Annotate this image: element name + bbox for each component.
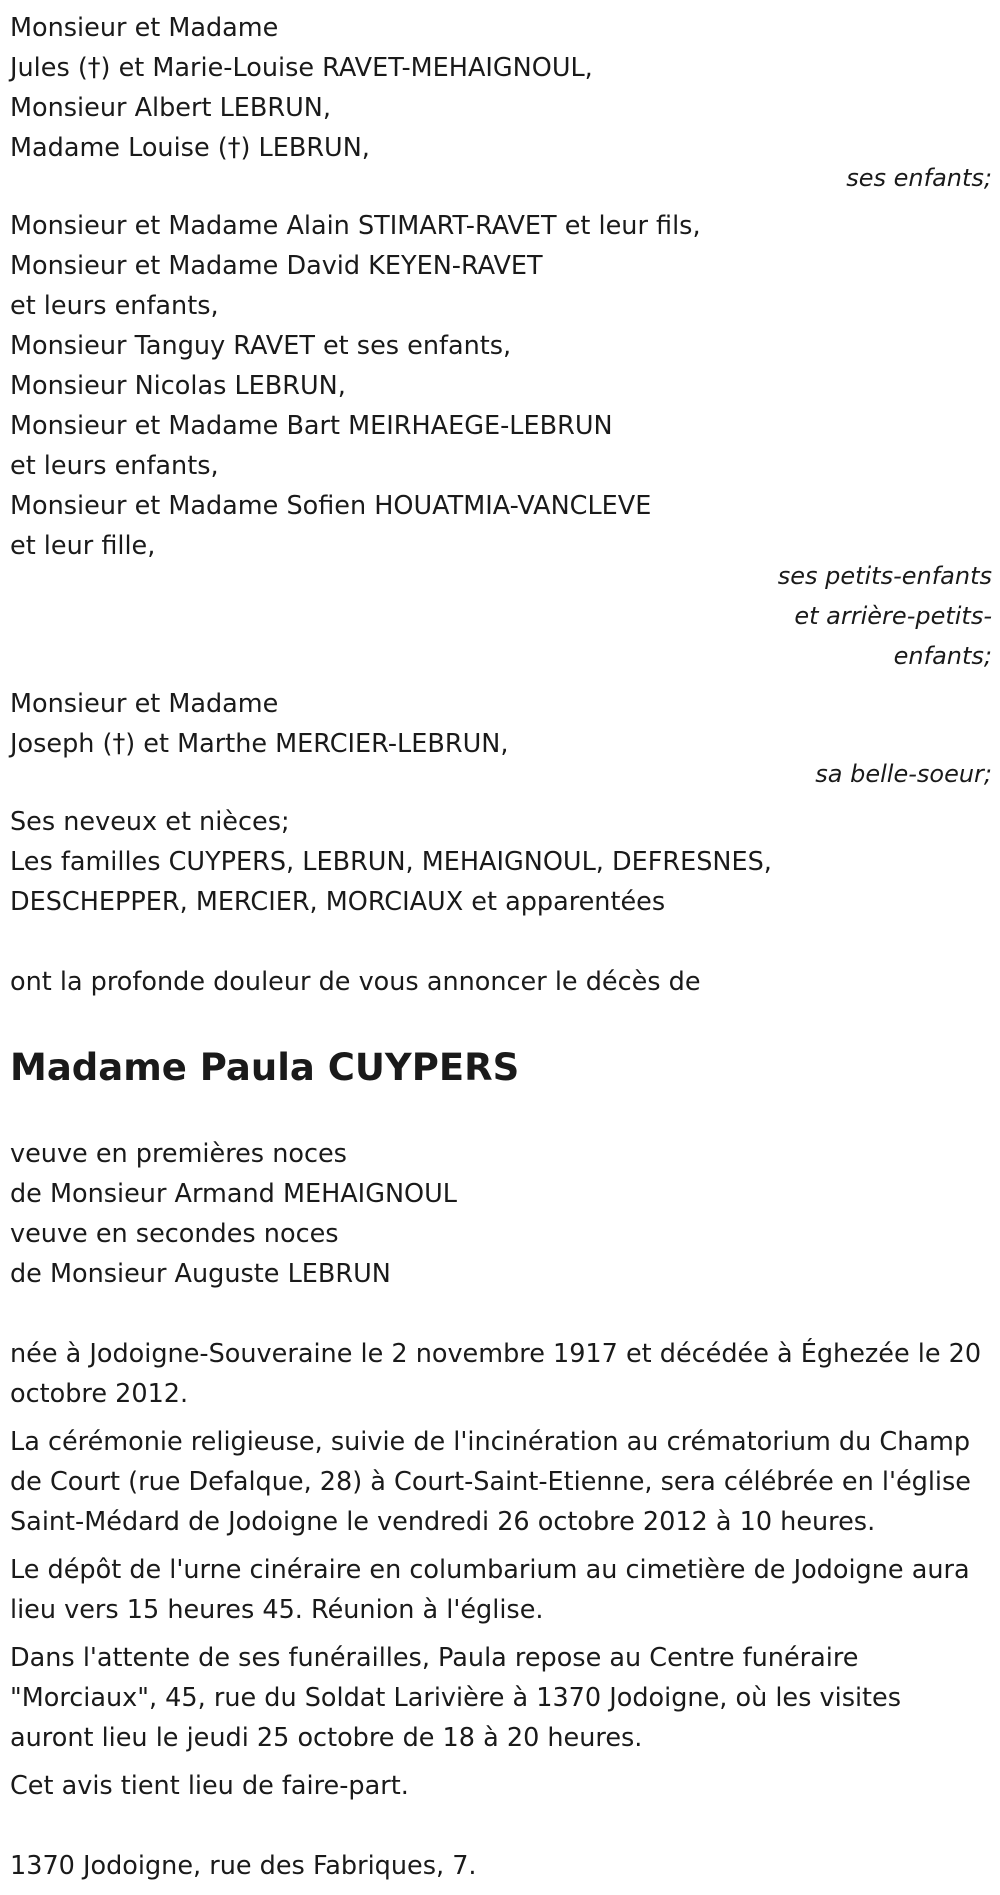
children-line: Monsieur Albert LEBRUN, [10, 93, 331, 123]
sister-in-law-line: Monsieur et Madame [10, 689, 279, 719]
others-line: Ses neveux et nièces; [10, 807, 290, 837]
children-role: ses enfants; [846, 164, 992, 192]
children-line: Monsieur et Madame [10, 13, 279, 43]
sister-in-law-block [10, 684, 992, 794]
deceased-name: Madame Paula CUYPERS [10, 1046, 520, 1089]
grandchildren-line: et leurs enfants, [10, 451, 219, 481]
urn-paragraph: Le dépôt de l'urne cinéraire en columbarium au cimetière de Jodoigne aura lieu vers 15 heures 45. Réunion à l'église. [10, 1555, 970, 1625]
others-line: Les familles CUYPERS, LEBRUN, MEHAIGNOUL, DEFRESNES, [10, 847, 772, 877]
grandchildren-line: Monsieur et Madame Bart MEIRHAEGE-LEBRUN [10, 411, 613, 441]
ceremony-paragraph: La cérémonie religieuse, suivie de l'incinération au crématorium du Champ de Court (rue Defalque, 28) à Court-Saint-Etienne, sera célébrée en l'église Saint-Médard de Jodoigne le vendredi 26 octobre 2012 à 10 heures. [10, 1427, 971, 1537]
widow-line: de Monsieur Auguste LEBRUN [10, 1259, 391, 1289]
visits-paragraph: Dans l'attente de ses funérailles, Paula repose au Centre funéraire "Morciaux", 45, rue du Soldat Larivière à 1370 Jodoigne, où les visites auront lieu le jeudi 25 octobre de 18 à 20 heures. [10, 1643, 902, 1753]
grandchildren-line: et leurs enfants, [10, 291, 219, 321]
family-address: 1370 Jodoigne, rue des Fabriques, 7. [10, 1851, 477, 1881]
widow-line: veuve en secondes noces [10, 1219, 339, 1249]
children-line: Madame Louise (†) LEBRUN, [10, 133, 370, 163]
sister-in-law-role: sa belle-soeur; [815, 760, 992, 788]
grandchildren-line: Monsieur et Madame Alain STIMART-RAVET et leur fils, [10, 211, 701, 241]
grandchildren-role [10, 556, 992, 676]
children-block [10, 8, 992, 198]
grandchildren-role-line: et arrière-petits- [794, 602, 992, 630]
grandchildren-line: Monsieur Tanguy RAVET et ses enfants, [10, 331, 512, 361]
birth-death-paragraph: née à Jodoigne-Souveraine le 2 novembre 1917 et décédée à Éghezée le 20 octobre 2012. [10, 1339, 982, 1409]
grandchildren-role-line: ses petits-enfants [777, 562, 992, 590]
notice-paragraph: Cet avis tient lieu de faire-part. [10, 1771, 409, 1801]
widow-line: veuve en premières noces [10, 1139, 347, 1169]
grandchildren-line: et leur fille, [10, 531, 156, 561]
grandchildren-role-line: enfants; [893, 642, 992, 670]
grandchildren-line: Monsieur et Madame David KEYEN-RAVET [10, 251, 543, 281]
widow-block [10, 1134, 992, 1294]
grandchildren-block [10, 206, 992, 676]
widow-line: de Monsieur Armand MEHAIGNOUL [10, 1179, 457, 1209]
grandchildren-line: Monsieur et Madame Sofien HOUATMIA-VANCLEVE [10, 491, 652, 521]
children-line: Jules (†) et Marie-Louise RAVET-MEHAIGNOUL, [10, 53, 593, 83]
announcement-text: ont la profonde douleur de vous annoncer le décès de [10, 967, 701, 997]
obituary-document [10, 8, 992, 1886]
sister-in-law-line: Joseph (†) et Marthe MERCIER-LEBRUN, [10, 729, 509, 759]
grandchildren-line: Monsieur Nicolas LEBRUN, [10, 371, 346, 401]
others-block [10, 802, 992, 922]
others-line: DESCHEPPER, MERCIER, MORCIAUX et apparentées [10, 887, 666, 917]
